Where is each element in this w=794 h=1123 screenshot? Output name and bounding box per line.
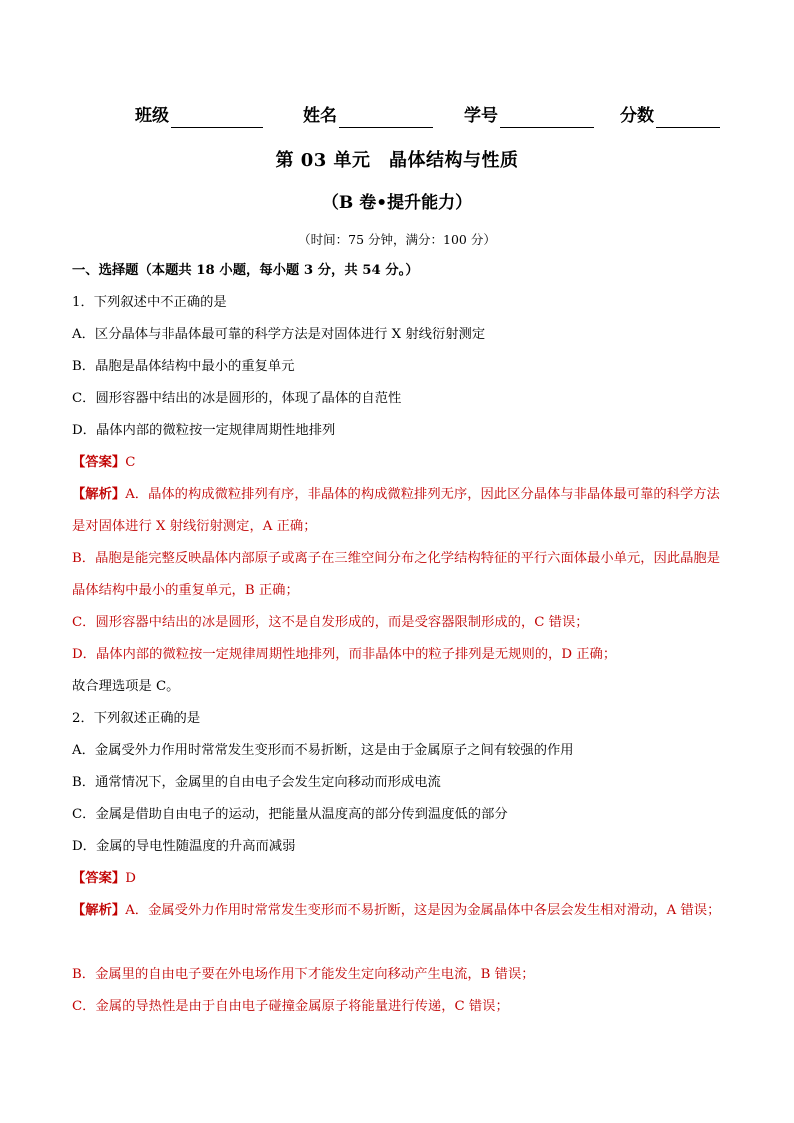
answer-tag: 【答案】 xyxy=(72,871,126,886)
question-1-answer xyxy=(72,447,724,479)
question-1-option-b: B．晶胞是晶体结构中最小的重复单元 xyxy=(72,359,295,374)
student-number-blank xyxy=(500,107,594,128)
question-2-option-d: D．金属的导电性随温度的升高而减弱 xyxy=(72,839,296,854)
score-blank xyxy=(656,107,720,128)
class-blank xyxy=(171,107,263,128)
question-1-analysis-c: C．圆形容器中结出的冰是圆形，这不是自发形成的，而是受容器限制形成的，C 错误； xyxy=(72,615,589,630)
name-label: 姓名 xyxy=(303,106,337,126)
score-field xyxy=(620,104,720,128)
class-field xyxy=(135,104,263,128)
question-1-option-c: C．圆形容器中结出的冰是圆形的，体现了晶体的自范性 xyxy=(72,391,402,406)
question-2-option-c: C．金属是借助自由电子的运动，把能量从温度高的部分传到温度低的部分 xyxy=(72,807,508,822)
student-number-label: 学号 xyxy=(464,106,498,126)
question-1-analysis-b: B．晶胞是能完整反映晶体内部原子或离子在三维空间分布之化学结构特征的平行六面体最小单元，因此晶胞是晶体结构中最小的重复单元，B 正确； xyxy=(72,551,721,598)
question-1-option-d: D．晶体内部的微粒按一定规律周期性地排列 xyxy=(72,423,336,438)
page-title: 第 03 单元 晶体结构与性质 xyxy=(275,150,519,171)
question-content xyxy=(72,255,724,1023)
page-subtitle: （B 卷•提升能力） xyxy=(321,193,473,213)
question-1-option-a: A．区分晶体与非晶体最可靠的科学方法是对固体进行 X 射线衍射测定 xyxy=(72,327,486,342)
section-heading: 一、选择题（本题共 18 小题，每小题 3 分，共 54 分。） xyxy=(72,263,419,278)
student-number-field xyxy=(464,104,594,128)
analysis-text: A．晶体的构成微粒排列有序，非晶体的构成微粒排列无序，因此区分晶体与非晶体最可靠的科学方法是对固体进行 X 射线衍射测定，A 正确； xyxy=(72,487,720,534)
analysis-tag: 【解析】 xyxy=(72,487,126,502)
question-1-analysis-d: D．晶体内部的微粒按一定规律周期性地排列，而非晶体中的粒子排列是无规则的，D 正确； xyxy=(72,647,617,662)
student-info-header xyxy=(135,104,735,130)
time-info: （时间：75 分钟，满分：100 分） xyxy=(298,232,496,247)
score-label: 分数 xyxy=(620,106,654,126)
question-2-stem: 2．下列叙述正确的是 xyxy=(72,711,201,726)
answer-value: C xyxy=(125,455,136,470)
question-2-answer xyxy=(72,863,724,895)
question-2-option-a: A．金属受外力作用时常常发生变形而不易折断，这是由于金属原子之间有较强的作用 xyxy=(72,743,574,758)
answer-value: D xyxy=(125,871,136,886)
question-2-option-b: B．通常情况下，金属里的自由电子会发生定向移动而形成电流 xyxy=(72,775,441,790)
name-blank xyxy=(339,107,433,128)
analysis-tag: 【解析】 xyxy=(72,903,126,918)
question-1-conclusion: 故合理选项是 C。 xyxy=(72,679,180,694)
analysis-text: A．金属受外力作用时常常发生变形而不易折断，这是因为金属晶体中各层会发生相对滑动，A 错误； xyxy=(125,903,721,918)
class-label: 班级 xyxy=(135,106,169,126)
question-2-analysis-c: C．金属的导热性是由于自由电子碰撞金属原子将能量进行传递，C 错误； xyxy=(72,999,509,1014)
question-1-analysis-a xyxy=(72,479,724,543)
question-2-analysis-a xyxy=(72,895,724,959)
question-1-stem: 1．下列叙述中不正确的是 xyxy=(72,295,227,310)
question-2-analysis-b: B．金属里的自由电子要在外电场作用下才能发生定向移动产生电流，B 错误； xyxy=(72,967,535,982)
answer-tag: 【答案】 xyxy=(72,455,126,470)
name-field xyxy=(303,104,433,128)
